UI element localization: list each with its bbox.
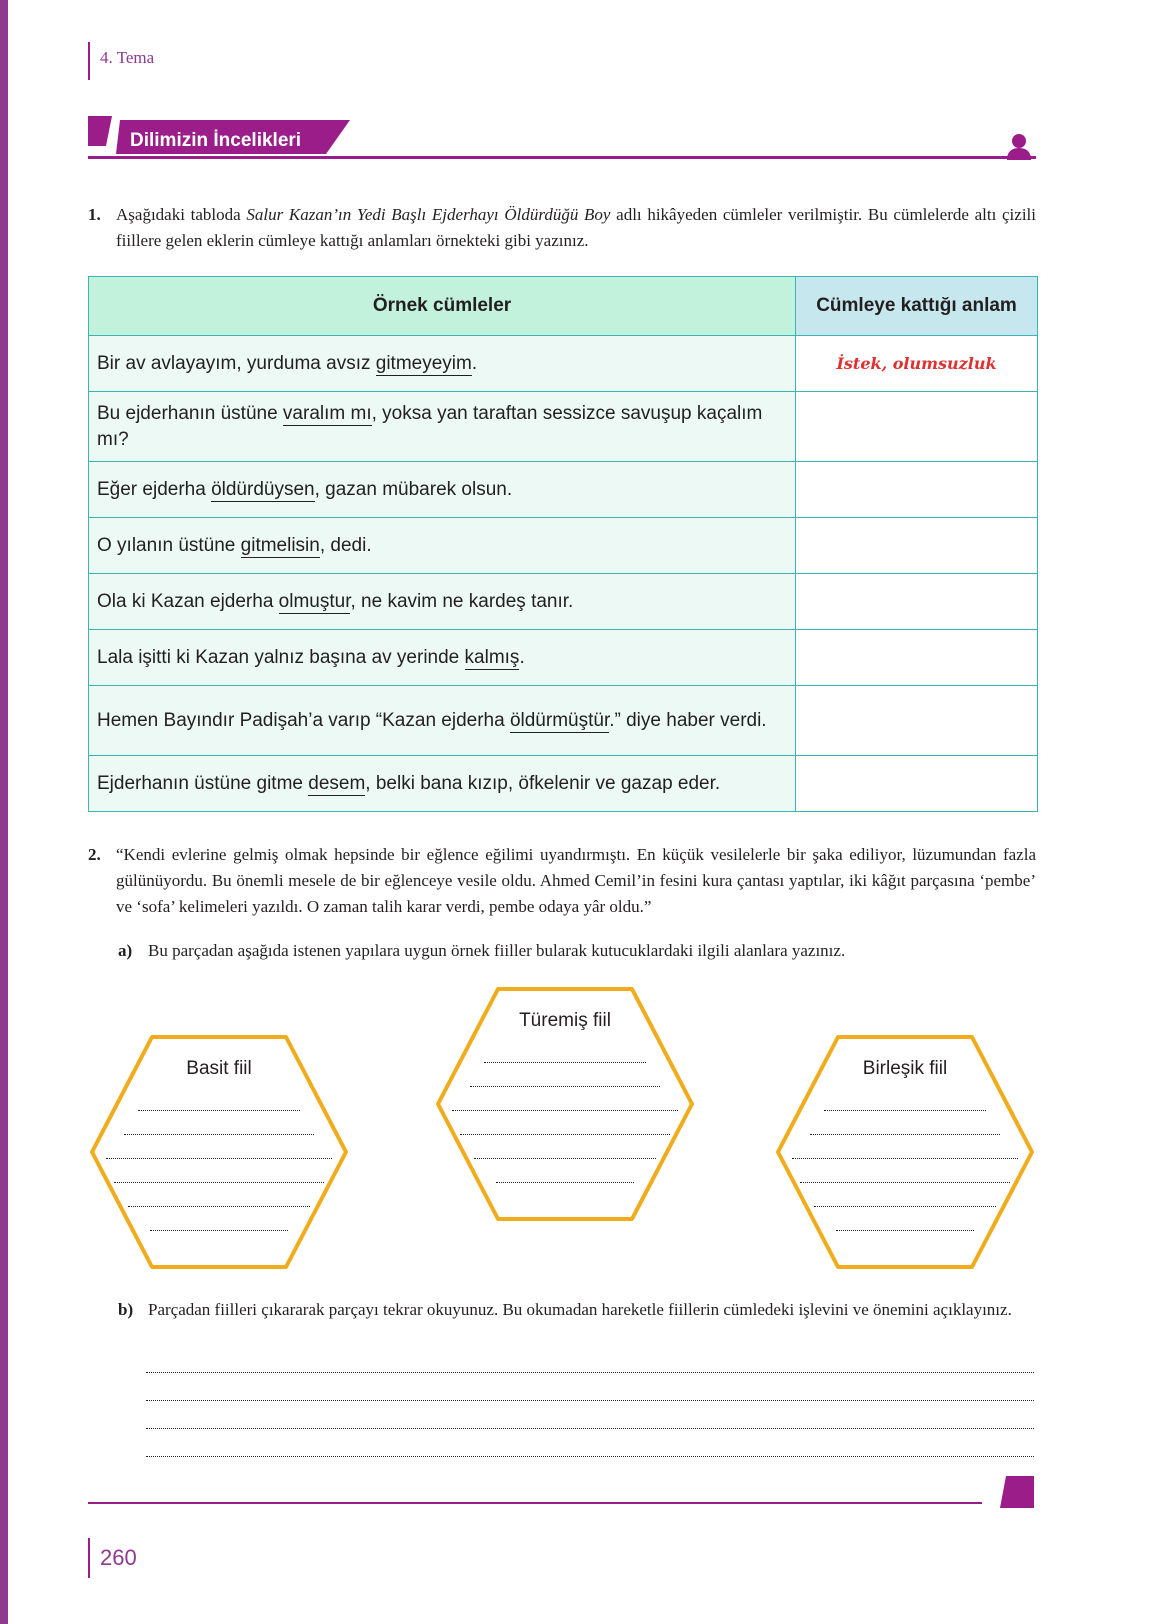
dotted-line	[106, 1158, 332, 1159]
dotted-line	[460, 1134, 670, 1135]
question-text-part: adlı hikâyeden cümleler verilmiştir. Bu cümlelerde altı çizili fiillere gelen eklerin cümleye kattığı anlamları örnekteki gibi yazınız.	[116, 205, 1036, 250]
underlined-verb: kalmış	[464, 646, 520, 668]
hexagon-birlesik-fiil[interactable]	[774, 1034, 1036, 1270]
question-2	[88, 842, 1036, 920]
dotted-line	[836, 1230, 974, 1231]
table-row	[89, 574, 1038, 630]
underlined-verb: gitmeyeyim	[375, 352, 472, 374]
dotted-line	[128, 1206, 310, 1207]
answer-line[interactable]	[146, 1400, 1034, 1401]
sentence-cell	[89, 686, 796, 756]
underlined-verb: varalım mı	[282, 402, 372, 424]
sub-question-label: a)	[118, 941, 133, 960]
page-number-divider	[88, 1538, 90, 1578]
sentence-text: , yoksa yan taraftan sessizce savuşup kaçalım mı?	[97, 402, 763, 450]
dotted-line	[814, 1206, 996, 1207]
sentence-text: .” diye haber verdi.	[609, 709, 767, 731]
example-answer: İstek, olumsuzluk	[836, 353, 997, 373]
underlined-verb: öldürdüysen	[211, 478, 315, 500]
meaning-cell[interactable]	[796, 574, 1038, 630]
dotted-line	[150, 1230, 288, 1231]
table-row	[89, 462, 1038, 518]
sentence-text: , gazan mübarek olsun.	[314, 478, 513, 500]
table-row	[89, 518, 1038, 574]
dotted-line	[824, 1110, 986, 1111]
sentence-text: O yılanın üstüne	[97, 534, 241, 556]
theme-label: 4. Tema	[100, 48, 155, 67]
dotted-line	[810, 1134, 1000, 1135]
dotted-line	[792, 1158, 1018, 1159]
question-1	[88, 202, 1036, 254]
question-2a	[118, 938, 1036, 964]
dotted-line	[496, 1182, 634, 1183]
dotted-line	[114, 1182, 324, 1183]
sub-question-text: Parçadan fiilleri çıkararak parçayı tekrar okuyunuz. Bu okumadan hareketle fiillerin cümledeki işlevini ve önemini açıklayınız.	[148, 1300, 1012, 1319]
footer-tab-shape	[1000, 1476, 1034, 1508]
left-margin-bar	[0, 0, 8, 1624]
underlined-verb: gitmelisin	[240, 534, 320, 556]
dotted-line	[484, 1062, 646, 1063]
table-row	[89, 630, 1038, 686]
sentence-cell	[89, 574, 796, 630]
underlined-verb: olmuştur	[278, 590, 351, 612]
meaning-cell[interactable]	[796, 686, 1038, 756]
dotted-line	[138, 1110, 300, 1111]
question-text	[116, 202, 1036, 254]
hexagon-basit-fiil[interactable]	[88, 1034, 350, 1270]
hexagon-title: Türemiş fiil	[519, 1010, 611, 1031]
dotted-line	[452, 1110, 678, 1111]
sentence-text: Lala işitti ki Kazan yalnız başına av yerinde	[97, 646, 465, 668]
sentence-cell	[89, 336, 796, 392]
dotted-line	[470, 1086, 660, 1087]
table-row	[89, 686, 1038, 756]
table-header-row	[89, 277, 1038, 336]
sentence-cell	[89, 630, 796, 686]
person-icon	[1006, 133, 1032, 163]
sentence-table	[88, 276, 1038, 812]
sentence-cell	[89, 462, 796, 518]
sentence-text: Ola ki Kazan ejderha	[97, 590, 279, 612]
sentence-text: , belki bana kızıp, öfkelenir ve gazap eder.	[365, 772, 721, 794]
sentence-text: Ejderhanın üstüne gitme	[97, 772, 309, 794]
sub-question-label: b)	[118, 1300, 134, 1319]
hexagon-title: Basit fiil	[186, 1058, 252, 1079]
sentence-text: Bu ejderhanın üstüne	[97, 402, 283, 424]
page-number: 260	[100, 1545, 137, 1570]
answer-line[interactable]	[146, 1428, 1034, 1429]
sentence-cell	[89, 392, 796, 462]
table-header-sentences: Örnek cümleler	[89, 277, 796, 336]
sentence-text: .	[519, 646, 525, 668]
sentence-text: Bir av avlayayım, yurduma avsız	[97, 352, 376, 374]
underlined-verb: öldürmüştür	[509, 709, 610, 731]
question-text-part: Aşağıdaki tabloda	[116, 205, 247, 224]
sentence-cell	[89, 756, 796, 812]
table-row	[89, 392, 1038, 462]
meaning-cell[interactable]	[796, 462, 1038, 518]
meaning-cell[interactable]	[796, 392, 1038, 462]
question-number: 2.	[88, 845, 101, 864]
section-header	[88, 116, 1036, 166]
dotted-line	[124, 1134, 314, 1135]
table-row	[89, 336, 1038, 392]
sub-question-text: Bu parçadan aşağıda istenen yapılara uygun örnek fiiller bularak kutucuklardaki ilgili alanlara yazınız.	[148, 941, 846, 960]
quote-text: “Kendi evlerine gelmiş olmak hepsinde bir eğlence eğilimi uyandırmıştı. En küçük vesilelerle bir şaka ediliyor, lüzumundan fazla gülünüyordu. Bu önemli mesele de bir eğlenceye vesile oldu. Ahmed Cemil’in fesini kura çantası yaptılar, iki kâğıt parçasına ‘pembe’ ve ‘sofa’ kelimeleri yazıldı. O zaman talih karar verdi, pembe odaya yâr oldu.”	[116, 845, 1036, 916]
dotted-line	[474, 1158, 656, 1159]
question-2b	[118, 1297, 1036, 1323]
table-row	[89, 756, 1038, 812]
underlined-verb: desem	[308, 772, 366, 794]
meaning-cell[interactable]	[796, 630, 1038, 686]
sentence-cell	[89, 518, 796, 574]
sentence-text: Eğer ejderha	[97, 478, 212, 500]
sentence-text: .	[471, 352, 478, 374]
meaning-cell[interactable]	[796, 336, 1038, 392]
answer-line[interactable]	[146, 1456, 1034, 1457]
story-title: Salur Kazan’ın Yedi Başlı Ejderhayı Öldürdüğü Boy	[246, 205, 611, 224]
question-number: 1.	[88, 205, 101, 224]
hexagon-turemis-fiil[interactable]	[434, 986, 696, 1222]
sentence-text: , ne kavim ne kardeş tanır.	[350, 590, 574, 612]
header-divider	[88, 42, 90, 80]
dotted-line	[800, 1182, 1010, 1183]
sentence-text: Hemen Bayındır Padişah’a varıp “Kazan ejderha	[97, 709, 510, 731]
table-header-meaning: Cümleye kattığı anlam	[796, 277, 1038, 336]
footer-divider	[88, 1502, 982, 1504]
section-title: Dilimizin İncelikleri	[130, 130, 302, 151]
answer-line[interactable]	[146, 1372, 1034, 1373]
meaning-cell[interactable]	[796, 756, 1038, 812]
sentence-text: , dedi.	[319, 534, 372, 556]
hexagon-title: Birleşik fiil	[862, 1058, 948, 1079]
meaning-cell[interactable]	[796, 518, 1038, 574]
